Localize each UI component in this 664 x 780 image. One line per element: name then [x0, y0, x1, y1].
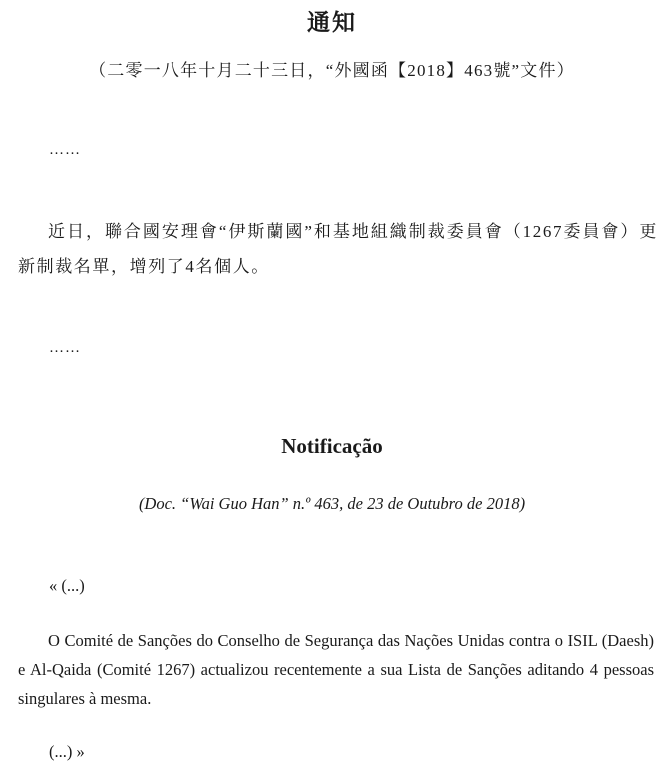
portuguese-closing-quote: (...) »: [49, 742, 85, 761]
portuguese-document-reference: (Doc. “Wai Guo Han” n.º 463, de 23 de Outubro de 2018): [138, 494, 526, 513]
chinese-title: 通知: [307, 10, 357, 35]
portuguese-title: Notificação: [281, 434, 383, 458]
chinese-body-paragraph: 近日，聯合國安理會“伊斯蘭國”和基地組織制裁委員會（1267委員會）更新制裁名單，增列了4名個人。: [18, 222, 658, 276]
portuguese-opening-quote: « (...): [49, 576, 85, 595]
chinese-ellipsis-top: ……: [49, 142, 81, 158]
chinese-document-reference: （二零一八年十月二十三日，“外國函【2018】463號”文件）: [89, 61, 575, 80]
chinese-ellipsis-bottom: ……: [49, 340, 81, 356]
portuguese-body-paragraph: O Comité de Sanções do Conselho de Segurança das Nações Unidas contra o ISIL (Daesh) e Al-Qaida (Comité 1267) actualizou recentemente a sua Lista de Sanções aditando 4 pessoas singulares à mesma.: [18, 631, 654, 708]
